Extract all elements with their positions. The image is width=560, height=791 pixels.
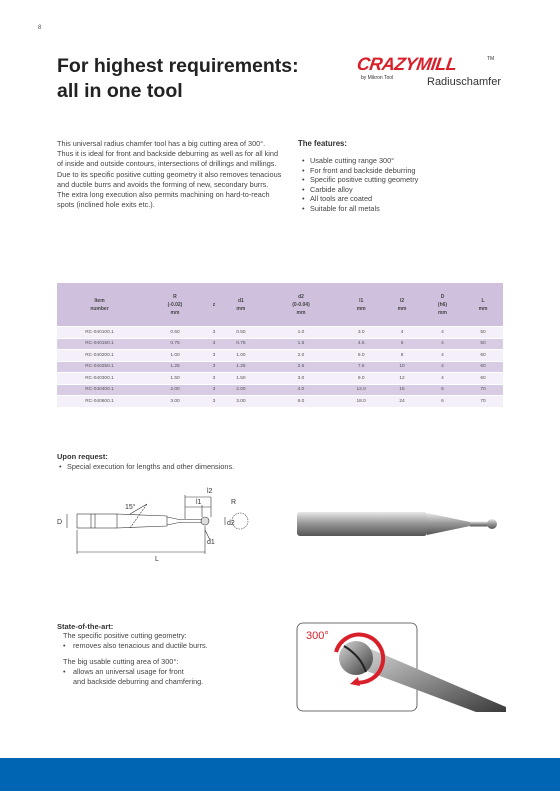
table-cell: 6.0 <box>340 350 382 362</box>
state-line-1: The specific positive cutting geometry: <box>63 631 187 640</box>
table-cell: RC-040100.1 <box>57 327 142 339</box>
state-of-the-art-title: State-of-the-art: <box>57 622 114 631</box>
table-cell: 18.0 <box>340 396 382 407</box>
header-r <box>142 283 208 327</box>
table-cell: 1.50 <box>142 373 208 385</box>
table-row <box>57 327 503 339</box>
table-cell: 1.25 <box>220 361 262 373</box>
header-length-l <box>463 283 503 327</box>
header-top: L <box>481 297 485 304</box>
header-item-number <box>57 283 142 327</box>
header-top: R <box>173 293 177 300</box>
features-title: The features: <box>298 139 347 148</box>
table-cell: 4 <box>422 338 463 350</box>
table-cell: 70 <box>463 384 503 396</box>
table-cell: 3.0 <box>340 327 382 339</box>
table-cell: 3 <box>208 396 220 407</box>
table-cell: 9.0 <box>340 373 382 385</box>
header-unit: mm <box>397 305 407 312</box>
table-row <box>57 396 503 407</box>
table-cell: 16 <box>382 384 422 396</box>
table-cell: 12.0 <box>340 384 382 396</box>
technical-drawing <box>55 482 275 567</box>
logo-product-name: Radiuschamfer <box>427 76 501 88</box>
closeup-angle-label: 300° <box>306 630 329 642</box>
table-cell: 4 <box>382 327 422 339</box>
upon-request-title: Upon request: <box>57 452 108 461</box>
state-line-2: The big usable cutting area of 300°: <box>63 657 179 666</box>
table-cell: 1.5 <box>262 338 340 350</box>
header-unit: mm <box>478 305 488 312</box>
table-row <box>57 373 503 385</box>
logo-by-line: by Mikron Tool <box>361 75 394 81</box>
table-cell: 1.00 <box>220 350 262 362</box>
table-cell: 4.5 <box>340 338 382 350</box>
header-top: Item <box>94 297 105 304</box>
header-l2 <box>382 283 422 327</box>
table-cell: 3.00 <box>220 396 262 407</box>
header-mid: (h6) <box>437 301 448 308</box>
table-cell: RC-040300.1 <box>57 373 142 385</box>
feature-item: • Usable cutting range 300° <box>298 156 418 166</box>
features-list <box>298 156 418 214</box>
header-mid: (-0.02) <box>167 301 183 308</box>
table-cell: 1.25 <box>142 361 208 373</box>
table-row <box>57 384 503 396</box>
table-cell: 2.00 <box>220 384 262 396</box>
table-cell: RC-040600.1 <box>57 396 142 407</box>
table-cell: 1.00 <box>142 350 208 362</box>
table-cell: 7.5 <box>340 361 382 373</box>
header-top: l2 <box>399 297 405 304</box>
table-cell: RC-040150.1 <box>57 338 142 350</box>
table-cell: 60 <box>463 361 503 373</box>
cutting-area-closeup <box>296 622 506 712</box>
header-shank-d <box>422 283 463 327</box>
table-cell: 6.0 <box>262 396 340 407</box>
table-cell: 50 <box>463 338 503 350</box>
table-cell: 4 <box>422 361 463 373</box>
header-mid: (0-0.04) <box>292 301 310 308</box>
header-d2 <box>262 283 340 327</box>
state-bullet-2a: • allows an universal usage for front <box>63 667 273 677</box>
header-unit: mm <box>438 309 447 316</box>
table-cell: 0.50 <box>220 327 262 339</box>
header-mid: z <box>212 301 216 308</box>
intro-paragraph: This universal radius chamfer tool has a big cutting area of 300°. Thus it is ideal for front and backside deburring as well as for all kind of inside and outside contours, intersections of drillings and millings. Due to its specific positive cutting geometry it also removes tenacious and ductile burrs and avoids the forming of new, secondary burrs. The extra long execution also permits machining on hard-to-reach spots (inclined hole exits etc.). <box>57 139 282 210</box>
table-cell: 1.50 <box>220 373 262 385</box>
logo-trademark: TM <box>487 56 495 62</box>
dim-d1-label: d1 <box>207 539 215 546</box>
table-cell: 4.0 <box>262 384 340 396</box>
table-header-row <box>57 283 503 327</box>
table-cell: 2.5 <box>262 361 340 373</box>
table-cell: 60 <box>463 373 503 385</box>
dim-l1-label: l1 <box>196 499 202 506</box>
crazymill-logo <box>335 54 505 104</box>
feature-item: • Specific positive cutting geometry <box>298 175 418 185</box>
table-cell: 4 <box>422 373 463 385</box>
table-cell: 3 <box>208 327 220 339</box>
title-line-1: For highest requirements: <box>57 55 299 77</box>
table-row <box>57 338 503 350</box>
logo-brand: CRAZYMILL <box>355 54 458 74</box>
header-top: d2 <box>298 293 304 300</box>
dim-r-label: R <box>231 499 237 506</box>
dim-d2-label: d2 <box>227 520 235 527</box>
header-unit: mm <box>296 309 306 316</box>
table-cell: 3 <box>208 373 220 385</box>
state-bullet-2b: and backside deburring and chamfering. <box>73 677 204 686</box>
header-unit: mm <box>170 309 180 316</box>
upon-request-item: • Special execution for lengths and other dimensions. <box>57 462 234 471</box>
table-cell: RC-040200.1 <box>57 350 142 362</box>
header-mid: number <box>90 305 109 312</box>
feature-item: • Suitable for all metals <box>298 204 418 214</box>
table-cell: 3 <box>208 361 220 373</box>
table-cell: 12 <box>382 373 422 385</box>
footer-bar <box>0 758 560 791</box>
table-cell: 1.0 <box>262 327 340 339</box>
table-cell: 24 <box>382 396 422 407</box>
table-cell: 8 <box>382 350 422 362</box>
table-row <box>57 350 503 362</box>
table-body <box>57 327 503 407</box>
table-cell: 60 <box>463 350 503 362</box>
table-cell: 50 <box>463 327 503 339</box>
header-top: D <box>440 293 445 300</box>
table-cell: 2.0 <box>262 350 340 362</box>
table-cell: 4 <box>422 327 463 339</box>
table-cell: RC-040400.1 <box>57 384 142 396</box>
header-unit: mm <box>236 305 246 312</box>
table-cell: 3 <box>208 350 220 362</box>
feature-item: • All tools are coated <box>298 194 418 204</box>
header-top: l1 <box>359 297 364 304</box>
shank-outline <box>77 514 117 528</box>
table-cell: 70 <box>463 396 503 407</box>
table-cell: 4 <box>422 350 463 362</box>
dim-l2-label: l2 <box>207 488 213 495</box>
page-number: 8 <box>38 25 42 31</box>
header-unit: mm <box>356 305 366 312</box>
table-cell: 6 <box>422 396 463 407</box>
tool-photo <box>295 500 505 550</box>
dim-l-label: L <box>155 556 159 563</box>
table-cell: 3.0 <box>262 373 340 385</box>
table-cell: 2.00 <box>142 384 208 396</box>
table-cell: 3 <box>208 338 220 350</box>
table-cell: 6 <box>422 384 463 396</box>
angle-label: 15° <box>125 504 136 511</box>
state-bullet-1: • removes also tenacious and ductile burrs. <box>63 641 273 651</box>
table-cell: 0.75 <box>142 338 208 350</box>
header-l1 <box>340 283 382 327</box>
header-z <box>208 283 220 327</box>
table-cell: 6 <box>382 338 422 350</box>
page-title <box>57 54 357 104</box>
table-cell: 3 <box>208 384 220 396</box>
ball-head <box>201 517 209 525</box>
table-cell: 0.50 <box>142 327 208 339</box>
table-cell: 10 <box>382 361 422 373</box>
table-cell: 0.75 <box>220 338 262 350</box>
table-cell: RC-040250.1 <box>57 361 142 373</box>
state-of-the-art-block <box>63 631 273 687</box>
table-cell: 3.00 <box>142 396 208 407</box>
feature-item: • Carbide alloy <box>298 185 418 195</box>
title-line-2: all in one tool <box>57 80 183 102</box>
spec-table <box>57 283 503 407</box>
feature-item: • For front and backside deburring <box>298 166 418 176</box>
header-d1 <box>220 283 262 327</box>
dim-d-label: D <box>57 519 63 526</box>
table-row <box>57 361 503 373</box>
header-top: d1 <box>237 297 244 304</box>
